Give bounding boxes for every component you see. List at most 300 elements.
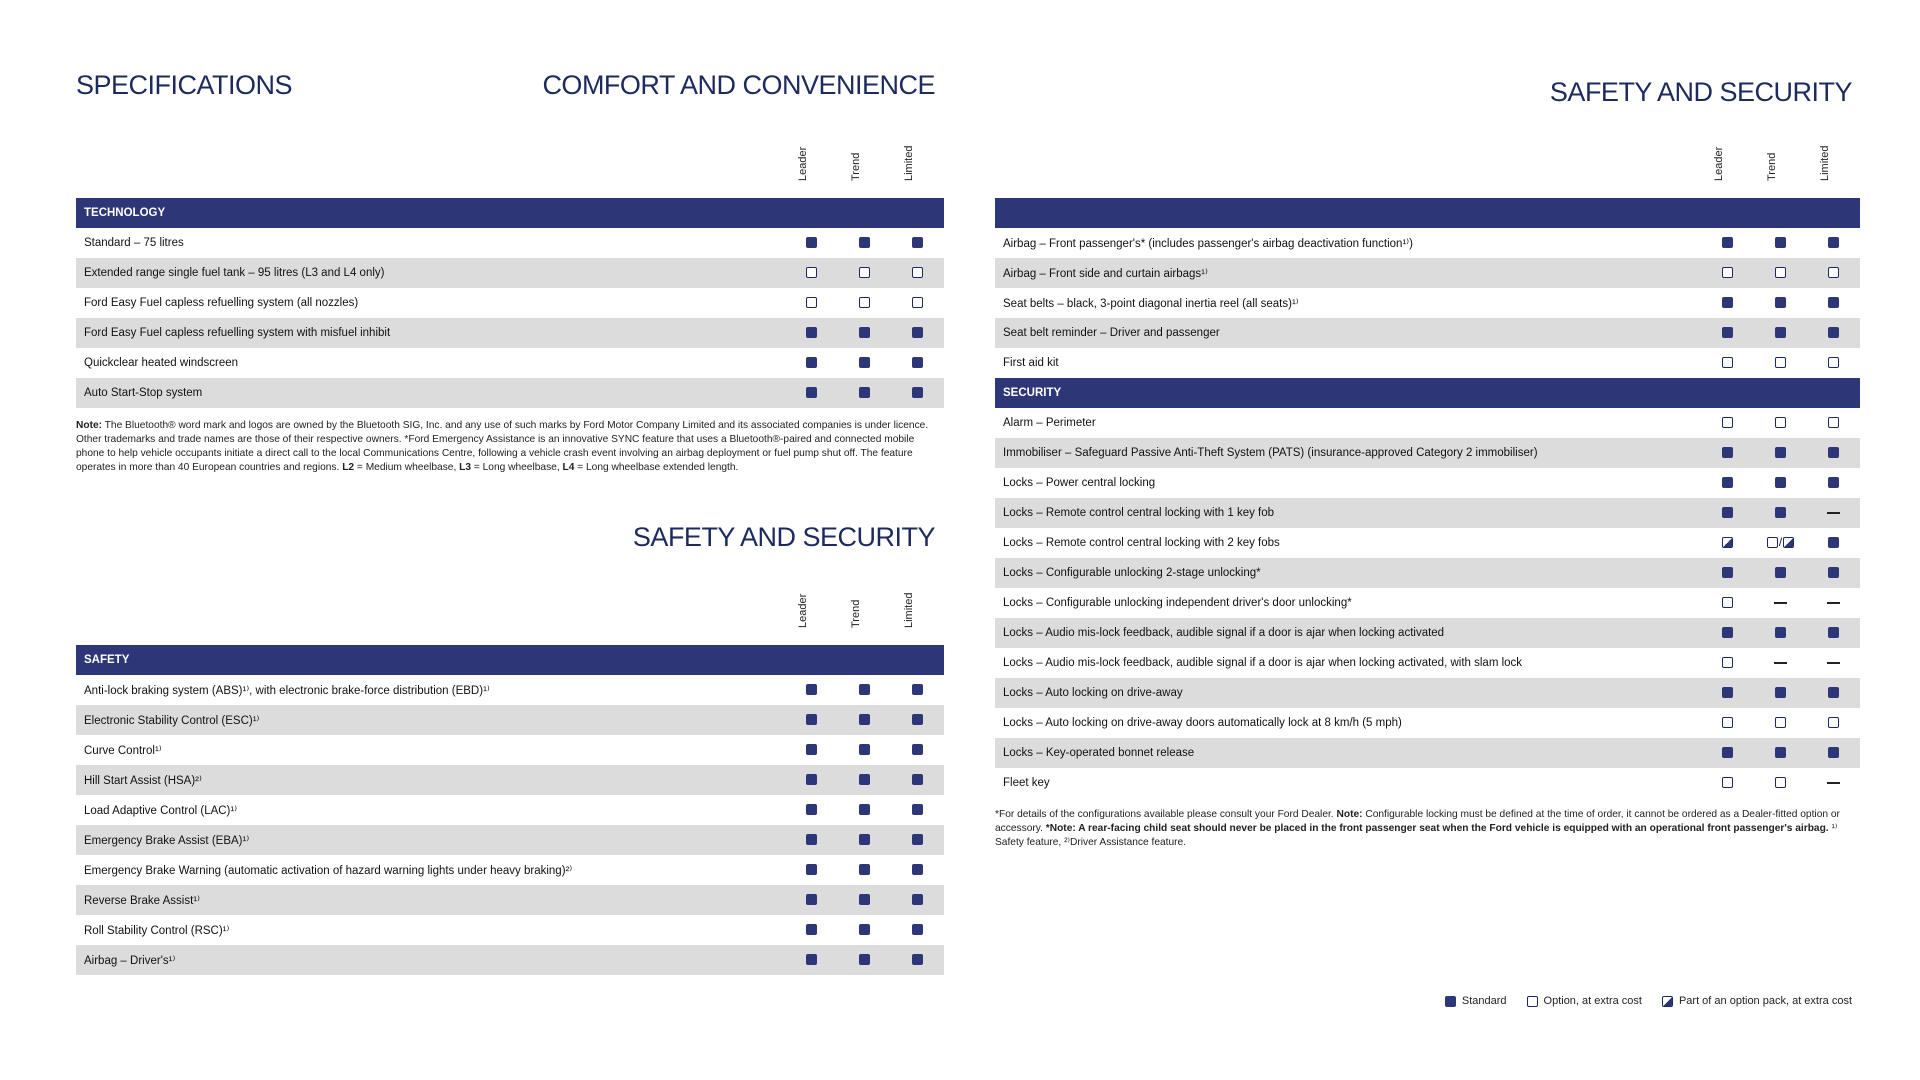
availability-cell (838, 705, 891, 735)
availability-cell (891, 735, 944, 765)
table-row (76, 855, 944, 885)
table-row (995, 288, 1860, 318)
row-label: Emergency Brake Assist (EBA)¹⁾ (76, 825, 785, 855)
standard-icon (859, 804, 870, 815)
availability-cell (1754, 498, 1807, 528)
section-header-label (995, 198, 1701, 228)
availability-cell (838, 825, 891, 855)
standard-icon (859, 744, 870, 755)
option-icon (1527, 996, 1538, 1007)
option-icon (1722, 357, 1733, 368)
standard-icon (1722, 447, 1733, 458)
table-row (76, 228, 944, 258)
availability-cell (838, 945, 891, 975)
column-header: Limited (1819, 145, 1831, 181)
standard-icon (859, 894, 870, 905)
standard-icon (806, 774, 817, 785)
availability-cell (785, 348, 838, 378)
row-label: Locks – Power central locking (995, 468, 1701, 498)
availability-cell (838, 288, 891, 318)
standard-icon (912, 804, 923, 815)
availability-cell (1701, 438, 1754, 468)
section-title-comfort: COMFORT AND CONVENIENCE (542, 70, 935, 100)
table-row (76, 885, 944, 915)
standard-icon (912, 894, 923, 905)
availability-cell (891, 765, 944, 795)
table-row (995, 258, 1860, 288)
availability-cell (838, 795, 891, 825)
table-row (995, 468, 1860, 498)
page-title: SPECIFICATIONS (76, 70, 293, 100)
availability-cell (1754, 408, 1807, 438)
availability-cell (838, 318, 891, 348)
availability-cell (1701, 528, 1754, 558)
standard-icon (1828, 567, 1839, 578)
availability-cell (785, 735, 838, 765)
not-available-icon (1827, 512, 1840, 514)
row-label: Standard – 75 litres (76, 228, 785, 258)
standard-icon (1828, 297, 1839, 308)
standard-icon (912, 357, 923, 368)
option-icon (859, 297, 870, 308)
technology-table (76, 198, 944, 408)
row-label: Airbag – Front side and curtain airbags¹⁾ (995, 258, 1701, 288)
option-icon (1775, 417, 1786, 428)
availability-cell (1754, 558, 1807, 588)
availability-cell (1754, 348, 1807, 378)
table-row (76, 915, 944, 945)
standard-icon (1722, 747, 1733, 758)
availability-cell (1754, 258, 1807, 288)
column-header: Trend (850, 152, 862, 181)
availability-cell (1701, 258, 1754, 288)
security-note: *For details of the configurations available please consult your Ford Dealer. Note: Configurable locking must be defined at the time of order, it cannot be ordered as a Dealer-fitted option or accessory. *Note: A rear-facing child seat should never be placed in the front passenger seat when the Ford vehicle is equipped with an operational front passenger's airbag. ¹⁾Safety feature, ²⁾Driver Assistance feature. (995, 809, 1840, 848)
row-label: Locks – Audio mis-lock feedback, audible signal if a door is ajar when locking activated, with slam lock (995, 648, 1701, 678)
row-label: Seat belt reminder – Driver and passenger (995, 318, 1701, 348)
availability-cell (1807, 408, 1860, 438)
section-header-label: SAFETY (76, 645, 785, 675)
standard-icon (912, 744, 923, 755)
standard-icon (806, 954, 817, 965)
table-row (995, 738, 1860, 768)
row-label: Electronic Stability Control (ESC)¹⁾ (76, 705, 785, 735)
column-headers-technology (777, 143, 936, 193)
standard-icon (1775, 327, 1786, 338)
row-label: Anti-lock braking system (ABS)¹⁾, with electronic brake-force distribution (EBD)¹⁾ (76, 675, 785, 705)
availability-cell (1701, 738, 1754, 768)
availability-cell (838, 735, 891, 765)
standard-icon (1775, 627, 1786, 638)
availability-cell (838, 915, 891, 945)
availability-cell (838, 765, 891, 795)
table-row (995, 228, 1860, 258)
row-label: Locks – Remote control central locking with 1 key fob (995, 498, 1701, 528)
option-icon (1828, 717, 1839, 728)
safety-table (76, 645, 944, 975)
standard-icon (1828, 477, 1839, 488)
standard-icon (806, 744, 817, 755)
row-label: Quickclear heated windscreen (76, 348, 785, 378)
availability-cell (785, 228, 838, 258)
availability-cell (1754, 438, 1807, 468)
option-icon (1828, 417, 1839, 428)
availability-cell (785, 945, 838, 975)
standard-icon (806, 387, 817, 398)
availability-cell (1754, 228, 1807, 258)
standard-icon (912, 387, 923, 398)
availability-cell (891, 348, 944, 378)
availability-cell (1807, 288, 1860, 318)
not-available-icon (1774, 602, 1787, 604)
standard-icon (806, 714, 817, 725)
availability-cell (1701, 618, 1754, 648)
availability-cell (891, 258, 944, 288)
table-row (995, 528, 1860, 558)
column-header: Trend (1766, 152, 1778, 181)
option-icon (1775, 777, 1786, 788)
section-header-label: TECHNOLOGY (76, 198, 785, 228)
standard-icon (912, 237, 923, 248)
availability-cell (1754, 468, 1807, 498)
availability-cell (891, 318, 944, 348)
availability-cell (1807, 618, 1860, 648)
standard-icon (912, 954, 923, 965)
availability-cell (1807, 258, 1860, 288)
availability-cell (1701, 468, 1754, 498)
availability-cell (1807, 498, 1860, 528)
standard-icon (1722, 297, 1733, 308)
table-row (995, 318, 1860, 348)
standard-icon (859, 834, 870, 845)
row-label: Roll Stability Control (RSC)¹⁾ (76, 915, 785, 945)
standard-icon (1722, 327, 1733, 338)
availability-cell (891, 288, 944, 318)
option-or-pack-icon: / (1767, 535, 1794, 549)
standard-icon (912, 924, 923, 935)
standard-icon (859, 774, 870, 785)
option-icon (1722, 267, 1733, 278)
standard-icon (806, 327, 817, 338)
standard-icon (1722, 627, 1733, 638)
row-label: Reverse Brake Assist¹⁾ (76, 885, 785, 915)
table-row (995, 558, 1860, 588)
table-row (76, 318, 944, 348)
row-label: Airbag – Driver's¹⁾ (76, 945, 785, 975)
option-pack-icon (1662, 996, 1673, 1007)
availability-cell (785, 258, 838, 288)
standard-icon (806, 924, 817, 935)
availability-cell (1701, 708, 1754, 738)
option-icon (1722, 777, 1733, 788)
standard-icon (1775, 567, 1786, 578)
availability-cell (1701, 288, 1754, 318)
row-label: Airbag – Front passenger's* (includes passenger's airbag deactivation function¹⁾) (995, 228, 1701, 258)
column-header: Leader (797, 146, 809, 181)
availability-cell (1701, 228, 1754, 258)
table-row (76, 675, 944, 705)
row-label: Curve Control¹⁾ (76, 735, 785, 765)
availability-cell (891, 885, 944, 915)
availability-cell (785, 855, 838, 885)
standard-icon (806, 237, 817, 248)
availability-cell (1701, 318, 1754, 348)
table-row (76, 348, 944, 378)
table-row (995, 498, 1860, 528)
standard-icon (1775, 687, 1786, 698)
availability-cell (785, 915, 838, 945)
availability-cell (1754, 768, 1807, 798)
section-title-safety-right: SAFETY AND SECURITY (1549, 77, 1852, 107)
availability-cell (1754, 738, 1807, 768)
availability-cell (1754, 588, 1807, 618)
standard-icon (912, 327, 923, 338)
availability-cell (1807, 348, 1860, 378)
table-row (76, 288, 944, 318)
table-row (995, 678, 1860, 708)
legend (1431, 995, 1852, 1007)
legend-pack: Part of an option pack, at extra cost (1662, 995, 1852, 1007)
availability-cell (785, 288, 838, 318)
row-label: Emergency Brake Warning (automatic activation of hazard warning lights under heavy braking)²⁾ (76, 855, 785, 885)
row-label: Immobiliser – Safeguard Passive Anti-Theft System (PATS) (insurance-approved Category 2 immobiliser) (995, 438, 1701, 468)
standard-icon (859, 714, 870, 725)
standard-icon (1828, 447, 1839, 458)
availability-cell (1754, 708, 1807, 738)
availability-cell (1754, 648, 1807, 678)
legend-standard: Standard (1445, 995, 1507, 1007)
standard-icon (806, 894, 817, 905)
standard-icon (859, 387, 870, 398)
option-icon (912, 297, 923, 308)
standard-icon (1775, 507, 1786, 518)
standard-icon (1775, 747, 1786, 758)
availability-cell (785, 318, 838, 348)
standard-icon (912, 864, 923, 875)
availability-cell (1807, 768, 1860, 798)
availability-cell (1754, 528, 1807, 558)
option-icon (1828, 357, 1839, 368)
column-header: Limited (903, 145, 915, 181)
section-header (76, 198, 944, 228)
standard-icon (1775, 297, 1786, 308)
option-pack-icon (1722, 537, 1733, 548)
availability-cell (1754, 318, 1807, 348)
column-headers-safety-security (1693, 143, 1852, 193)
standard-icon (912, 684, 923, 695)
availability-cell (1701, 678, 1754, 708)
standard-icon (859, 357, 870, 368)
standard-icon (1775, 237, 1786, 248)
standard-icon (1828, 237, 1839, 248)
safety-security-table (995, 198, 1860, 798)
table-row (76, 705, 944, 735)
standard-icon (859, 327, 870, 338)
availability-cell (891, 228, 944, 258)
availability-cell (891, 915, 944, 945)
not-available-icon (1827, 662, 1840, 664)
section-header (995, 198, 1860, 228)
option-icon (1722, 417, 1733, 428)
section-header (995, 378, 1860, 408)
availability-cell (1701, 408, 1754, 438)
table-row (995, 438, 1860, 468)
standard-icon (859, 864, 870, 875)
row-label: Load Adaptive Control (LAC)¹⁾ (76, 795, 785, 825)
standard-icon (1828, 747, 1839, 758)
row-label: Locks – Configurable unlocking 2-stage unlocking* (995, 558, 1701, 588)
row-label: Auto Start-Stop system (76, 378, 785, 408)
availability-cell (891, 945, 944, 975)
standard-icon (912, 834, 923, 845)
availability-cell (1754, 288, 1807, 318)
availability-cell (838, 228, 891, 258)
table-row (76, 945, 944, 975)
option-icon (806, 267, 817, 278)
standard-icon (1722, 237, 1733, 248)
availability-cell (785, 765, 838, 795)
table-row (995, 708, 1860, 738)
option-icon (1775, 267, 1786, 278)
availability-cell (838, 378, 891, 408)
availability-cell (891, 855, 944, 885)
table-row (76, 378, 944, 408)
availability-cell (838, 258, 891, 288)
option-icon (1775, 357, 1786, 368)
row-label: Locks – Key-operated bonnet release (995, 738, 1701, 768)
not-available-icon (1827, 782, 1840, 784)
row-label: Alarm – Perimeter (995, 408, 1701, 438)
standard-icon (806, 357, 817, 368)
standard-icon (1722, 687, 1733, 698)
availability-cell (1807, 648, 1860, 678)
availability-cell (1807, 678, 1860, 708)
table-row (76, 735, 944, 765)
standard-icon (1775, 477, 1786, 488)
standard-icon (912, 774, 923, 785)
column-header: Trend (850, 599, 862, 628)
availability-cell (1701, 558, 1754, 588)
table-row (76, 795, 944, 825)
standard-icon (1445, 996, 1456, 1007)
row-label: Extended range single fuel tank – 95 litres (L3 and L4 only) (76, 258, 785, 288)
availability-cell (1807, 528, 1860, 558)
row-label: Locks – Configurable unlocking independent driver's door unlocking* (995, 588, 1701, 618)
section-header (76, 645, 944, 675)
availability-cell (1807, 438, 1860, 468)
availability-cell (1754, 678, 1807, 708)
availability-cell (785, 705, 838, 735)
row-label: Seat belts – black, 3-point diagonal inertia reel (all seats)¹⁾ (995, 288, 1701, 318)
option-icon (1828, 267, 1839, 278)
availability-cell (785, 795, 838, 825)
option-icon (912, 267, 923, 278)
availability-cell (1701, 588, 1754, 618)
availability-cell (785, 885, 838, 915)
availability-cell (1807, 558, 1860, 588)
table-row (995, 588, 1860, 618)
standard-icon (1722, 477, 1733, 488)
availability-cell (1807, 738, 1860, 768)
availability-cell (891, 675, 944, 705)
option-icon (806, 297, 817, 308)
availability-cell (785, 675, 838, 705)
standard-icon (1828, 687, 1839, 698)
row-label: First aid kit (995, 348, 1701, 378)
table-row (76, 825, 944, 855)
row-label: Fleet key (995, 768, 1701, 798)
row-label: Locks – Auto locking on drive-away (995, 678, 1701, 708)
availability-cell (1701, 348, 1754, 378)
row-label: Ford Easy Fuel capless refuelling system with misfuel inhibit (76, 318, 785, 348)
availability-cell (1701, 498, 1754, 528)
availability-cell (891, 705, 944, 735)
standard-icon (806, 684, 817, 695)
standard-icon (1828, 537, 1839, 548)
table-row (995, 408, 1860, 438)
standard-icon (806, 804, 817, 815)
option-icon (1775, 717, 1786, 728)
availability-cell (1807, 318, 1860, 348)
availability-cell (1807, 468, 1860, 498)
technology-note: Note: The Bluetooth® word mark and logos are owned by the Bluetooth SIG, Inc. and any use of such marks by Ford Motor Company Limited and its associated companies is under licence. Other trademarks and trade names are those of their respective owners. *Ford Emergency Assistance is an innovative SYNC feature that uses a Bluetooth®-paired and connected mobile phone to help vehicle occupants initiate a direct call to the local Communications Centre, following a vehicle crash event involving an airbag deployment or fuel pump shut off. The feature operates in more than 40 European countries and regions. L2 = Medium wheelbase, L3 = Long wheelbase, L4 = Long wheelbase extended length. (76, 420, 929, 473)
standard-icon (1828, 327, 1839, 338)
row-label: Locks – Auto locking on drive-away doors automatically lock at 8 km/h (5 mph) (995, 708, 1701, 738)
column-header: Leader (1713, 146, 1725, 181)
table-row (76, 258, 944, 288)
availability-cell (1807, 708, 1860, 738)
standard-icon (859, 954, 870, 965)
table-row (995, 648, 1860, 678)
standard-icon (806, 834, 817, 845)
table-row (76, 765, 944, 795)
standard-icon (859, 684, 870, 695)
option-icon (1722, 597, 1733, 608)
availability-cell (838, 675, 891, 705)
table-row (995, 348, 1860, 378)
availability-cell (838, 855, 891, 885)
table-row (995, 618, 1860, 648)
table-row (995, 768, 1860, 798)
column-headers-safety (777, 590, 936, 640)
standard-icon (1828, 627, 1839, 638)
option-icon (1722, 657, 1733, 668)
standard-icon (1722, 567, 1733, 578)
row-label: Locks – Remote control central locking with 2 key fobs (995, 528, 1701, 558)
availability-cell (891, 795, 944, 825)
availability-cell (1701, 648, 1754, 678)
column-header: Leader (797, 593, 809, 628)
row-label: Hill Start Assist (HSA)²⁾ (76, 765, 785, 795)
availability-cell (838, 885, 891, 915)
standard-icon (806, 864, 817, 875)
legend-option: Option, at extra cost (1527, 995, 1642, 1007)
not-available-icon (1827, 602, 1840, 604)
standard-icon (912, 714, 923, 725)
availability-cell (1754, 618, 1807, 648)
column-header: Limited (903, 592, 915, 628)
availability-cell (1701, 768, 1754, 798)
not-available-icon (1774, 662, 1787, 664)
standard-icon (859, 237, 870, 248)
availability-cell (1807, 588, 1860, 618)
standard-icon (1722, 507, 1733, 518)
row-label: Locks – Audio mis-lock feedback, audible signal if a door is ajar when locking activated (995, 618, 1701, 648)
availability-cell (891, 378, 944, 408)
section-title-safety-left: SAFETY AND SECURITY (632, 522, 935, 552)
availability-cell (838, 348, 891, 378)
option-icon (859, 267, 870, 278)
standard-icon (1775, 447, 1786, 458)
